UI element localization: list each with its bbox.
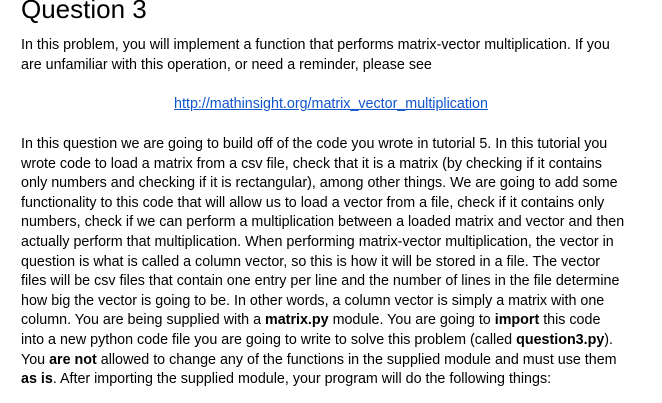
body-line: numbers, check if we can perform a multiplication between a loaded matrix and vector and then bbox=[21, 214, 625, 231]
body-line: question is what is called a column vector, so this is how it will be stored in a file. The vector bbox=[21, 253, 601, 270]
intro-line: are unfamiliar with this operation, or need a reminder, please see bbox=[21, 56, 432, 73]
body-line: In this question we are going to build off of the code you wrote in tutorial 5. In this tutorial you bbox=[21, 136, 608, 152]
body-line: how big the vector is going to be. In other words, a column vector is simply a matrix with one bbox=[21, 292, 605, 309]
body-line: wrote code to load a matrix from a csv file, check that it is a matrix (by checking if it contains bbox=[21, 155, 602, 172]
body-text: column. You are being supplied with a bbox=[21, 312, 266, 329]
import-keyword-bold: import bbox=[494, 312, 540, 329]
intro-paragraph bbox=[21, 36, 651, 75]
filename-bold: question3.py bbox=[516, 331, 605, 348]
body-line bbox=[21, 351, 651, 371]
reference-link[interactable]: http://mathinsight.org/matrix_vector_multiplication bbox=[174, 96, 488, 112]
question-heading: Question 3 bbox=[21, 0, 147, 24]
reference-link-container bbox=[0, 95, 662, 115]
body-text: module. You are going to bbox=[328, 312, 495, 329]
body-text: ). bbox=[604, 331, 614, 348]
body-paragraph bbox=[21, 135, 651, 390]
body-text: into a new python code file you are going to write to solve this problem (called bbox=[21, 331, 517, 348]
body-line bbox=[21, 311, 651, 331]
body-text: this code bbox=[539, 312, 601, 329]
body-line: files will be csv files that contain one entry per line and the number of lines in the file determine bbox=[21, 273, 620, 290]
module-name-bold: matrix.py bbox=[265, 312, 329, 329]
as-is-bold: as is bbox=[21, 371, 53, 388]
body-text: allowed to change any of the functions in the supplied module and must use them bbox=[96, 351, 617, 368]
body-line: functionality to this code that will allow us to load a vector from a file, check if it contains only bbox=[21, 194, 605, 211]
intro-line: In this problem, you will implement a function that performs matrix-vector multiplication. If you bbox=[21, 37, 610, 53]
body-line: actually perform that multiplication. When performing matrix-vector multiplication, the vector in bbox=[21, 233, 614, 250]
body-line: only numbers and checking if it is rectangular), among other things. We are going to add some bbox=[21, 175, 618, 192]
body-line bbox=[21, 370, 651, 390]
are-not-bold: are not bbox=[49, 351, 97, 368]
body-line bbox=[21, 331, 651, 351]
body-text: You bbox=[21, 351, 50, 368]
body-text: . After importing the supplied module, your program will do the following things: bbox=[52, 371, 552, 388]
